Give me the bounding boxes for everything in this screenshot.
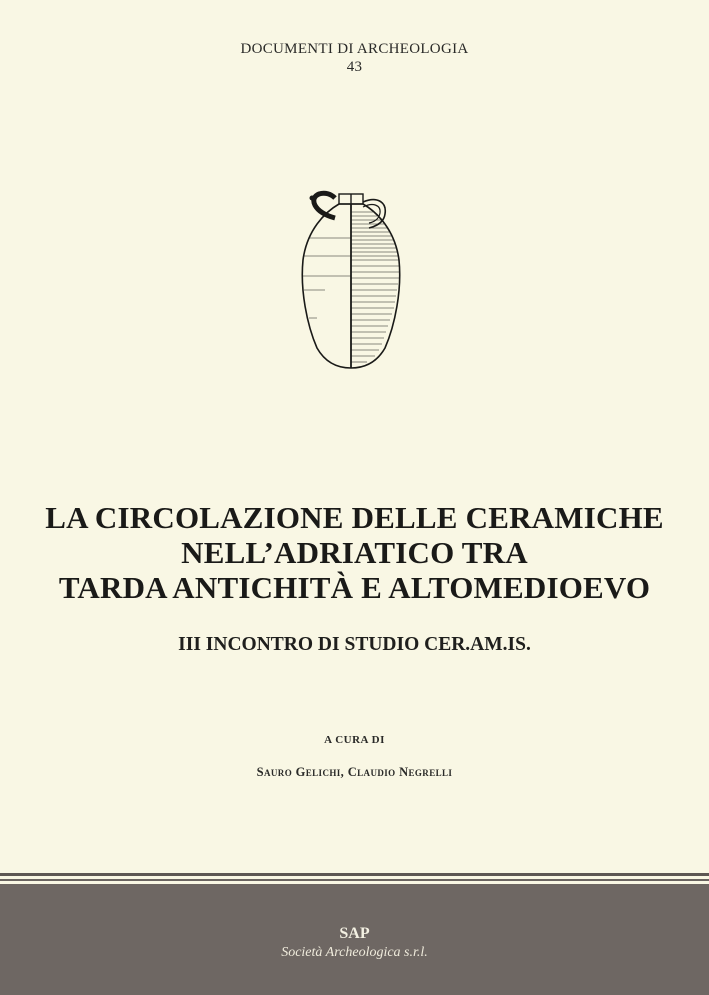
series-name: DOCUMENTI DI ARCHEOLOGIA	[240, 41, 469, 57]
series-header	[0, 40, 709, 76]
editors-label: A CURA DI	[324, 734, 385, 746]
amphora-drawing-icon	[295, 190, 405, 375]
band-rule-bottom	[0, 879, 709, 881]
book-title	[0, 500, 709, 605]
publisher-full-name: Società Archeologica s.r.l.	[281, 945, 428, 960]
title-line-3: TARDA ANTICHITÀ E ALTOMEDIOEVO	[58, 570, 651, 605]
series-number: 43	[346, 59, 363, 75]
title-line-1: LA CIRCOLAZIONE DELLE CERAMICHE	[45, 500, 664, 535]
title-line-2: NELL’ADRIATICO TRA	[181, 535, 528, 570]
editors-names: Sauro Gelichi, Claudio Negrelli	[256, 765, 453, 779]
book-subtitle: III INCONTRO DI STUDIO CER.AM.IS.	[178, 634, 531, 655]
band-rule-top	[0, 873, 709, 876]
publisher-short-name: SAP	[339, 925, 370, 942]
